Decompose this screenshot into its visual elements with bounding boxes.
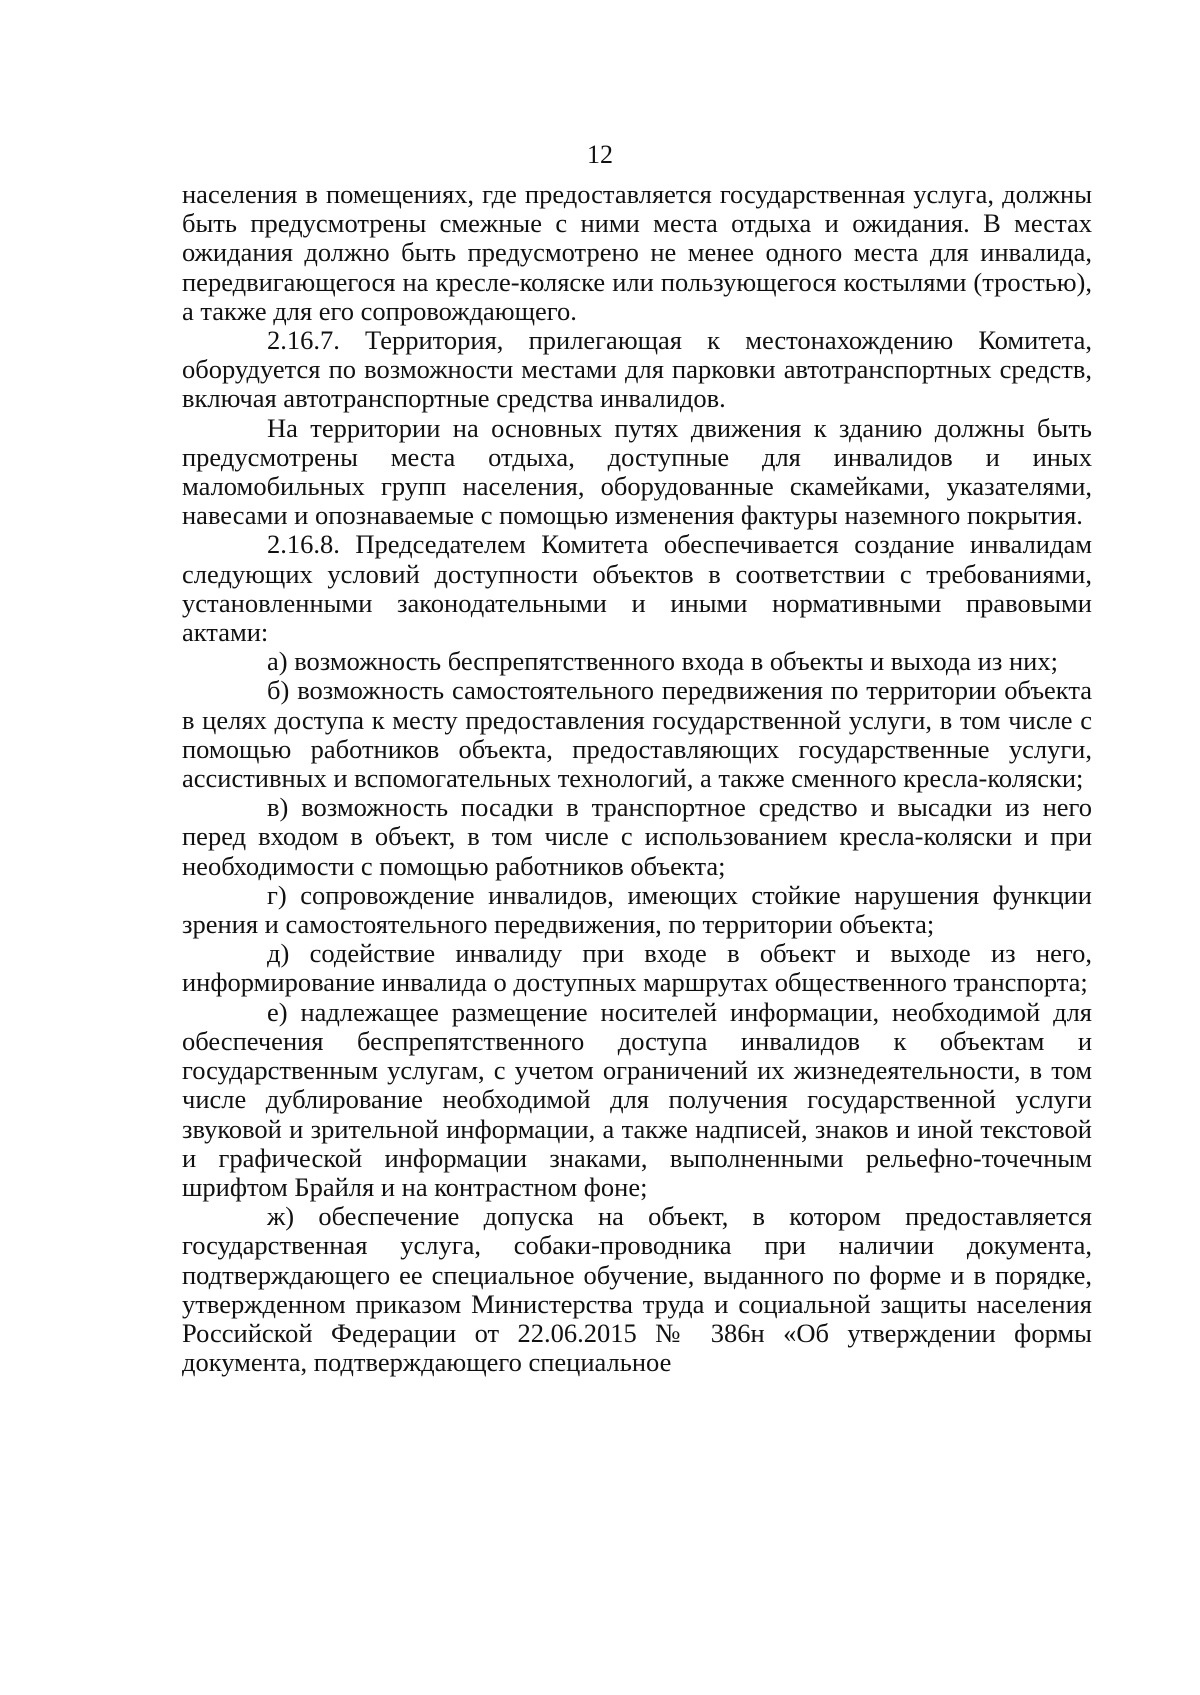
list-item-e: е) надлежащее размещение носителей информации, необходимой для обеспечения беспрепятственного доступа инвалидов к объектам и государственным услугам, с учетом ограничений их жизнедеятельности, в том числе дублирование необходимой для получения государственной услуги звуковой и зрительной информации, а также надписей, знаков и иной текстовой и графической информации знаками, выполненными рельефно-точечным шрифтом Брайля и на контрастном фоне; [182,996,1092,1202]
list-item-g: г) сопровождение инвалидов, имеющих стойкие нарушения функции зрения и самостоятельного передвижения, по территории объекта; [182,879,1092,940]
paragraph-continuation: населения в помещениях, где предоставляется государственная услуга, должны быть предусмотрены смежные с ними места отдыха и ожидания. В местах ожидания должно быть предусмотрено не менее одного места для инвалида, передвигающегося на кресле-коляске или пользующегося костылями (тростью), а также для его сопровождающего. [182,179,1092,326]
list-item-zh: ж) обеспечение допуска на объект, в котором предоставляется государственная услуга, собаки-проводника при наличии документа, подтверждающего ее специальное обучение, выданного по форме и в порядке, утвержденном приказом Министерства труда и социальной защиты населения Российской Федерации от 22.06.2015 № 386н «Об утверждении формы документа, подтверждающего специальное [182,1201,1092,1378]
document-body [182,180,1092,1377]
paragraph-2-16-8: 2.16.8. Председателем Комитета обеспечивается создание инвалидам следующих условий доступности объектов в соответствии с требованиями, установленными законодательными и иными нормативными правовыми актами: [182,529,1092,648]
list-item-b: б) возможность самостоятельного передвижения по территории объекта в целях доступа к месту предоставления государственной услуги, в том числе с помощью работников объекта, предоставляющих государственные услуги, ассистивных и вспомогательных технологий, а также сменного кресла-коляски; [182,675,1092,794]
paragraph-rest-areas: На территории на основных путях движения к зданию должны быть предусмотрены места отдыха, доступные для инвалидов и иных маломобильных групп населения, оборудованные скамейками, указателями, навесами и опознаваемые с помощью изменения фактуры наземного покрытия. [182,412,1092,531]
page-number: 12 [587,140,613,169]
list-item-a: а) возможность беспрепятственного входа в объекты и выхода из них; [267,646,1058,677]
list-item-v: в) возможность посадки в транспортное средство и высадки из него перед входом в объект, в том числе с использованием кресла-коляски и при необходимости с помощью работников объекта; [182,792,1092,881]
list-item-d: д) содействие инвалиду при входе в объект и выходе из него, информирование инвалида о доступных маршрутах общественного транспорта; [182,938,1092,998]
paragraph-2-16-7: 2.16.7. Территория, прилегающая к местонахождению Комитета, оборудуется по возможности местами для парковки автотранспортных средств, включая автотранспортные средства инвалидов. [182,325,1092,414]
